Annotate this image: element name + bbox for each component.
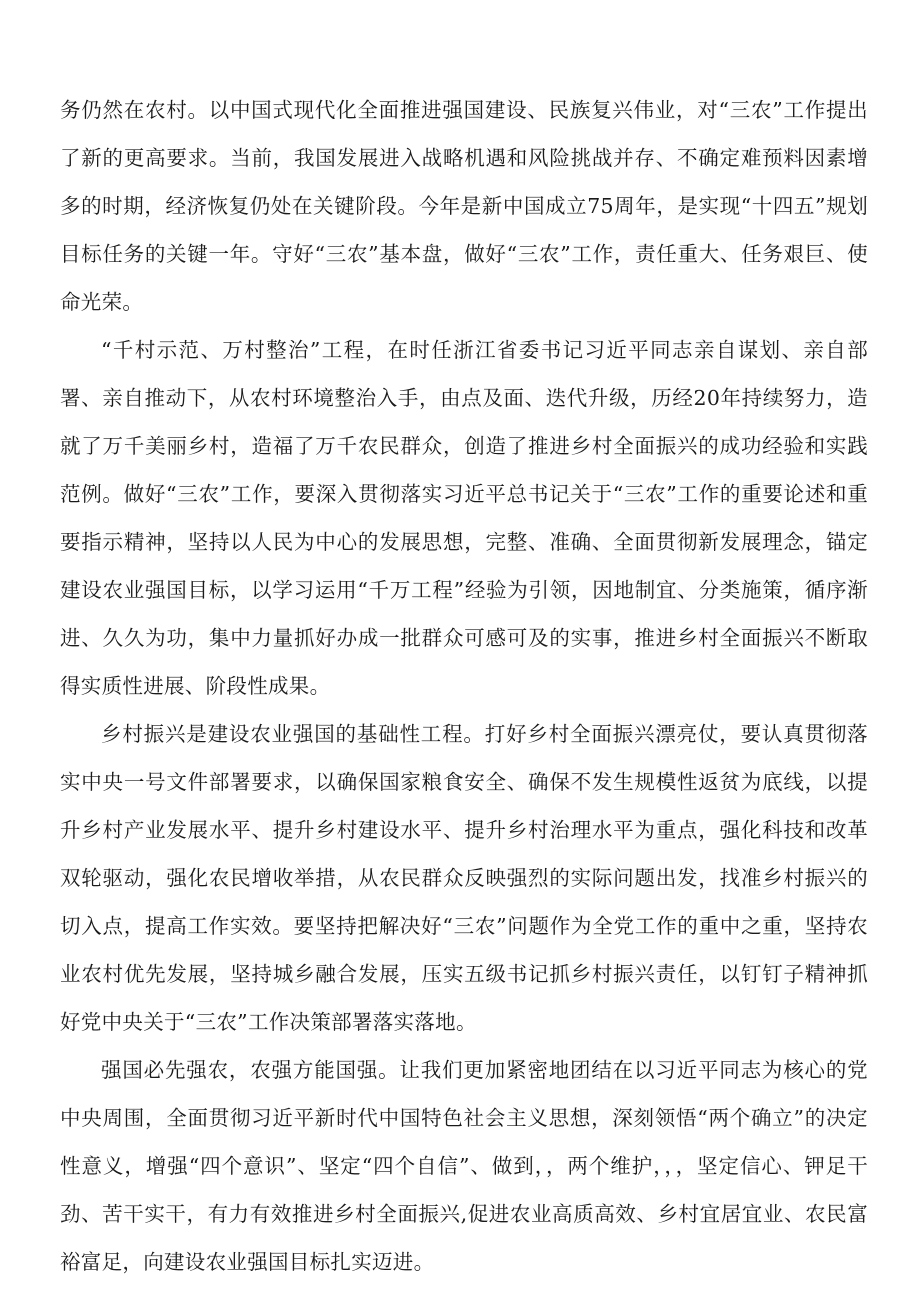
paragraph-3: 乡村振兴是建设农业强国的基础性工程。打好乡村全面振兴漂亮仗，要认真贯彻落实中央一号文件部署要求，以确保国家粮食安全、确保不发生规模性返贫为底线，以提升乡村产业发展水平、提升乡村建设水平、提升乡村治理水平为重点，强化科技和改革双轮驱动，强化农民增收举措，从农民群众反映强烈的实际问题出发，找准乡村振兴的切入点，提高工作实效。要坚持把解决好“三农”问题作为全党工作的重中之重，坚持农业农村优先发展，坚持城乡融合发展，压实五级书记抓乡村振兴责任，以钉钉子精神抓好党中央关于“三农”工作决策部署落实落地。	[60, 722, 868, 1034]
paragraph-1: 务仍然在农村。以中国式现代化全面推进强国建设、民族复兴伟业，对“三农”工作提出了新的更高要求。当前，我国发展进入战略机遇和风险挑战并存、不确定难预料因素增多的时期，经济恢复仍处在关键阶段。今年是新中国成立75周年，是实现“十四五”规划目标任务的关键一年。守好“三农”基本盘，做好“三农”工作，责任重大、任务艰巨、使命光荣。	[60, 98, 868, 314]
paragraph-2: “千村示范、万村整治”工程，在时任浙江省委书记习近平同志亲自谋划、亲自部署、亲自推动下，从农村环境整治入手，由点及面、迭代升级，历经20年持续努力，造就了万千美丽乡村，造福了万千农民群众，创造了推进乡村全面振兴的成功经验和实践范例。做好“三农”工作，要深入贯彻落实习近平总书记关于“三农”工作的重要论述和重要指示精神，坚持以人民为中心的发展思想，完整、准确、全面贯彻新发展理念，锚定建设农业强国目标，以学习运用“千万工程”经验为引领，因地制宜、分类施策，循序渐进、久久为功，集中力量抓好办成一批群众可感可及的实事，推进乡村全面振兴不断取得实质性进展、阶段性成果。	[60, 338, 868, 698]
paragraph-4: 强国必先强农，农强方能国强。让我们更加紧密地团结在以习近平同志为核心的党中央周围，全面贯彻习近平新时代中国特色社会主义思想，深刻领悟“两个确立”的决定性意义，增强“四个意识”、坚定“四个自信”、做到，，两个维护，，，坚定信心、钾足干劲、苦干实干，有力有效推进乡村全面振兴,促进农业高质高效、乡村宜居宜业、农民富裕富足，向建设农业强国目标扎实迈进。	[60, 1058, 868, 1274]
body-text	[60, 86, 868, 1286]
